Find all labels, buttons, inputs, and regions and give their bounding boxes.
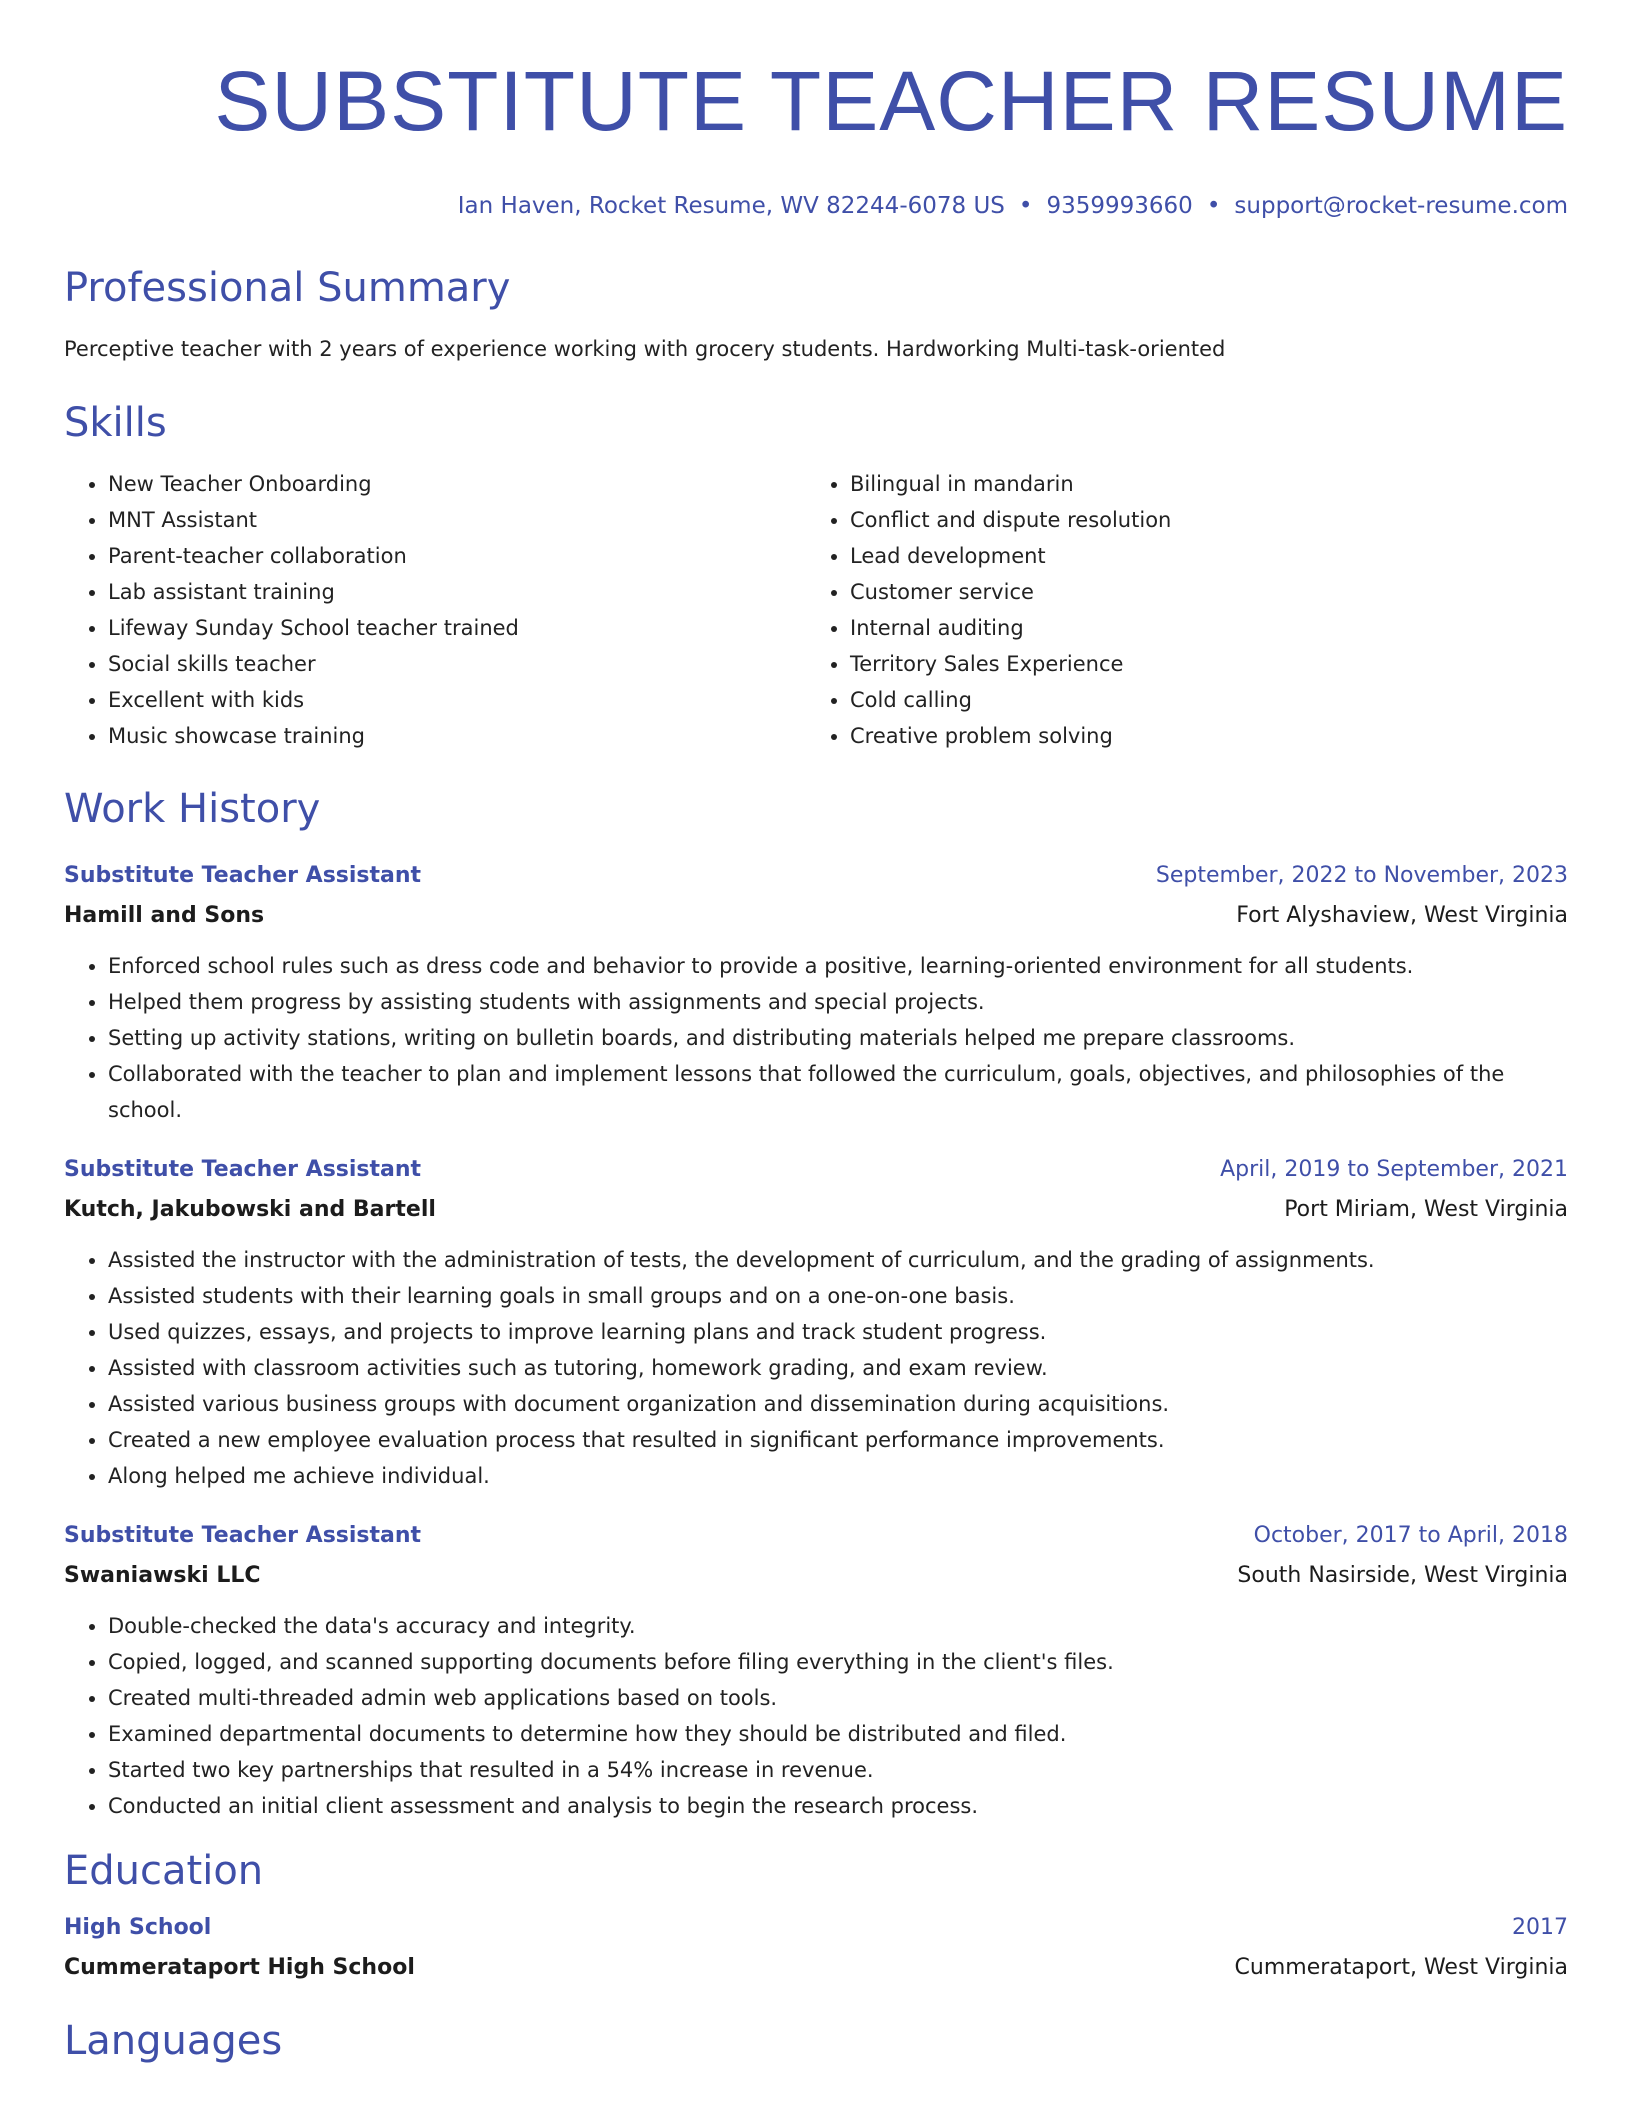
resume-page [64, 0, 1568, 2066]
contact-phone: 9359993660 [1046, 193, 1193, 219]
job-location: Port Miriam, West Virginia [1284, 1197, 1568, 1222]
job-entry [64, 1516, 1568, 1824]
skill-item: • New Teacher Onboarding [108, 466, 806, 502]
job-company: Kutch, Jakubowski and Bartell [64, 1197, 436, 1222]
separator-dot: • [1206, 193, 1221, 219]
job-company: Hamill and Sons [64, 903, 265, 928]
job-location: Fort Alyshaview, West Virginia [1236, 903, 1568, 928]
languages-heading: Languages [64, 2018, 283, 2064]
job-header-row [64, 1516, 1568, 1556]
education-location: Cummerataport, West Virginia [1234, 1955, 1568, 1980]
skill-item: • Internal auditing [850, 610, 1548, 646]
contact-email[interactable]: support@rocket-resume.com [1234, 193, 1568, 219]
skill-item: • Lab assistant training [108, 574, 806, 610]
skills-grid [64, 466, 1568, 754]
skill-item: • Music showcase training [108, 718, 806, 754]
summary-text: Perceptive teacher with 2 years of experience working with grocery students. Hardworking Multi-task-oriented [64, 337, 1226, 361]
job-bullet: • Double-checked the data's accuracy and integrity. [108, 1608, 1568, 1644]
skill-item: • Social skills teacher [108, 646, 806, 682]
skill-item: • Parent-teacher collaboration [108, 538, 806, 574]
skills-heading: Skills [64, 400, 167, 446]
job-dates: September, 2022 to November, 2023 [1155, 863, 1568, 888]
education-header-row [64, 1908, 1568, 1948]
education-school-row [64, 1948, 1568, 1988]
job-bullet: • Assisted various business groups with document organization and dissemination during acquisitions. [108, 1386, 1568, 1422]
job-title: Substitute Teacher Assistant [64, 1523, 422, 1548]
skill-item: • Lifeway Sunday School teacher trained [108, 610, 806, 646]
skill-item: • Lead development [850, 538, 1548, 574]
job-bullet: • Started two key partnerships that resulted in a 54% increase in revenue. [108, 1752, 1568, 1788]
contact-line [64, 191, 1568, 221]
skills-list-right [806, 466, 1548, 754]
work-history-heading: Work History [64, 786, 321, 832]
job-bullet: • Examined departmental documents to determine how they should be distributed and filed. [108, 1716, 1568, 1752]
skill-item: • Creative problem solving [850, 718, 1548, 754]
education-heading: Education [64, 1848, 264, 1894]
job-bullet: • Collaborated with the teacher to plan and implement lessons that followed the curriculum, goals, objectives, and philosophies of the school. [108, 1056, 1568, 1128]
job-bullets [64, 1608, 1568, 1824]
job-bullets [64, 1242, 1568, 1494]
job-bullet: • Assisted students with their learning goals in small groups and on a one-on-one basis. [108, 1278, 1568, 1314]
job-company-row [64, 896, 1568, 936]
job-header-row [64, 1150, 1568, 1190]
job-bullet: • Created multi-threaded admin web applications based on tools. [108, 1680, 1568, 1716]
skill-item: • Customer service [850, 574, 1548, 610]
skill-item: • MNT Assistant [108, 502, 806, 538]
job-header-row [64, 856, 1568, 896]
job-bullet: • Copied, logged, and scanned supporting documents before filing everything in the client's files. [108, 1644, 1568, 1680]
job-company: Swaniawski LLC [64, 1563, 261, 1588]
job-entry [64, 856, 1568, 1128]
job-company-row [64, 1556, 1568, 1596]
education-entry [64, 1908, 1568, 1988]
job-entry [64, 1150, 1568, 1494]
skill-item: • Conflict and dispute resolution [850, 502, 1548, 538]
separator-dot: • [1018, 193, 1033, 219]
job-dates: April, 2019 to September, 2021 [1220, 1157, 1568, 1182]
job-bullet: • Enforced school rules such as dress code and behavior to provide a positive, learning-oriented environment for all students. [108, 948, 1568, 984]
job-dates: October, 2017 to April, 2018 [1253, 1523, 1568, 1548]
skill-item: • Bilingual in mandarin [850, 466, 1548, 502]
job-bullet: • Conducted an initial client assessment and analysis to begin the research process. [108, 1788, 1568, 1824]
skill-item: • Cold calling [850, 682, 1548, 718]
job-bullet: • Used quizzes, essays, and projects to improve learning plans and track student progress. [108, 1314, 1568, 1350]
job-bullets [64, 948, 1568, 1128]
job-bullet: • Created a new employee evaluation process that resulted in significant performance improvements. [108, 1422, 1568, 1458]
job-bullet: • Setting up activity stations, writing on bulletin boards, and distributing materials helped me prepare classrooms. [108, 1020, 1568, 1056]
job-bullet: • Helped them progress by assisting students with assignments and special projects. [108, 984, 1568, 1020]
skill-item: • Excellent with kids [108, 682, 806, 718]
education-degree: High School [64, 1915, 212, 1940]
education-year: 2017 [1512, 1915, 1568, 1940]
education-school: Cummerataport High School [64, 1955, 415, 1980]
job-title: Substitute Teacher Assistant [64, 863, 422, 888]
job-location: South Nasirside, West Virginia [1237, 1563, 1568, 1588]
summary-heading: Professional Summary [64, 265, 511, 311]
skills-list-left [64, 466, 806, 754]
resume-title: SUBSTITUTE TEACHER RESUME [214, 54, 1568, 148]
contact-address: Ian Haven, Rocket Resume, WV 82244-6078 US [457, 193, 1005, 219]
job-title: Substitute Teacher Assistant [64, 1157, 422, 1182]
job-bullet: • Assisted with classroom activities such as tutoring, homework grading, and exam review. [108, 1350, 1568, 1386]
job-bullet: • Along helped me achieve individual. [108, 1458, 1568, 1494]
skill-item: • Territory Sales Experience [850, 646, 1548, 682]
job-company-row [64, 1190, 1568, 1230]
job-bullet: • Assisted the instructor with the administration of tests, the development of curriculum, and the grading of assignments. [108, 1242, 1568, 1278]
